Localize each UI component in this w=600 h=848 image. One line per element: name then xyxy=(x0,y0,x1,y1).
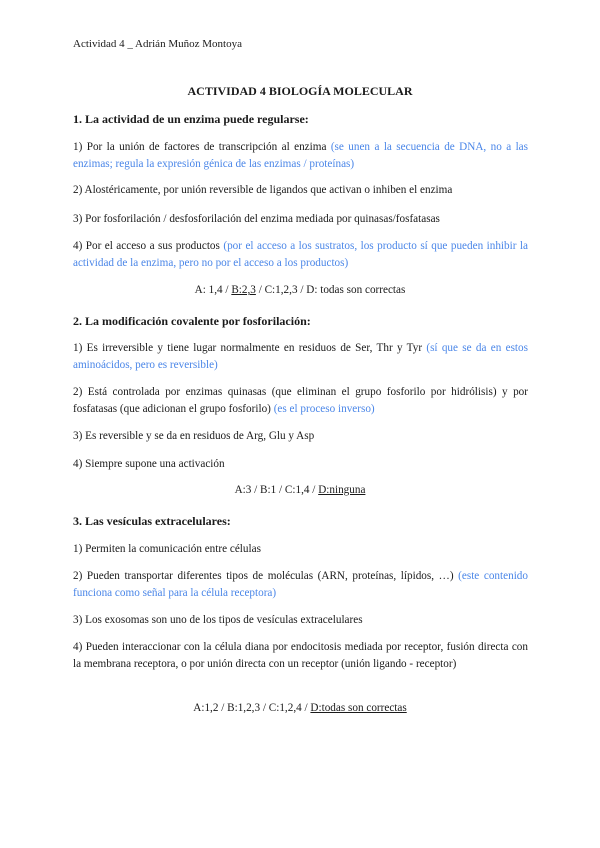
question-3-option-3: 3) Los exosomas son uno de los tipos de vesículas extracelulares xyxy=(73,614,363,626)
document-header: Actividad 4 _ Adrián Muñoz Montoya xyxy=(73,38,242,50)
question-1-option-3: 3) Por fosforilación / desfosforilación del enzima mediada por quinasas/fosfatasas xyxy=(73,213,440,225)
marked-answer: D:todas son correctas xyxy=(310,702,407,714)
question-2-option-2: 2) Está controlada por enzimas quinasas (que eliminan el grupo fosforilo por hidrólisis) y por fosfatasas (que adicionan el grupo fosforilo) (es el proceso inverso) xyxy=(73,386,528,415)
marked-answer: D:ninguna xyxy=(318,484,366,496)
question-1-option-1: 1) Por la unión de factores de transcripción al enzima (se unen a la secuencia de DNA, no a las enzimas; regula la expresión génica de las enzimas / proteínas) xyxy=(73,141,529,170)
option-note: (este contenido funciona como señal para la célula receptora) xyxy=(73,570,528,599)
question-1-option-2: 2) Alostéricamente, por unión reversible de ligandos que activan o inhiben el enzima xyxy=(73,184,453,196)
marked-answer: B:2,3 xyxy=(231,284,256,296)
option-note: (sí que se da en estos aminoácidos, pero es reversible) xyxy=(73,342,528,371)
question-3-option-2: 2) Pueden transportar diferentes tipos de moléculas (ARN, proteínas, lípidos, …) (este contenido funciona como señal para la célula receptora) xyxy=(73,570,528,599)
question-3-option-4: 4) Pueden interaccionar con la célula diana por endocitosis mediada por receptor, fusión directa con la membrana receptora, o por unión directa con un receptor (unión ligando - receptor) xyxy=(73,641,528,670)
question-2-option-1: 1) Es irreversible y tiene lugar normalmente en residuos de Ser, Thr y Tyr (sí que se da en estos aminoácidos, pero es reversible) xyxy=(73,342,528,371)
question-2-heading: 2. La modificación covalente por fosforilación: xyxy=(73,314,311,328)
question-1-heading: 1. La actividad de un enzima puede regularse: xyxy=(73,112,309,126)
question-3-option-1: 1) Permiten la comunicación entre células xyxy=(73,543,261,555)
question-1-answer: A: 1,4 / B:2,3 / C:1,2,3 / D: todas son correctas xyxy=(194,284,406,296)
document-title: ACTIVIDAD 4 BIOLOGÍA MOLECULAR xyxy=(187,84,413,98)
question-3-answer: A:1,2 / B:1,2,3 / C:1,2,4 / D:todas son correctas xyxy=(193,702,407,714)
question-2-option-3: 3) Es reversible y se da en residuos de Arg, Glu y Asp xyxy=(73,430,315,442)
question-3-heading: 3. Las vesículas extracelulares: xyxy=(73,514,231,528)
question-2-answer: A:3 / B:1 / C:1,4 / D:ninguna xyxy=(234,484,366,496)
question-1-option-4: 4) Por el acceso a sus productos (por el acceso a los sustratos, los producto sí que pueden inhibir la actividad de la enzima, pero no por el acceso a los productos) xyxy=(73,240,528,269)
option-note: (se unen a la secuencia de DNA, no a las enzimas; regula la expresión génica de las enzimas / proteínas) xyxy=(73,141,529,170)
option-note: (es el proceso inverso) xyxy=(273,403,375,415)
option-note: (por el acceso a los sustratos, los producto sí que pueden inhibir la actividad de la enzima, pero no por el acceso a los productos) xyxy=(73,240,528,269)
question-2-option-4: 4) Siempre supone una activación xyxy=(73,458,225,470)
